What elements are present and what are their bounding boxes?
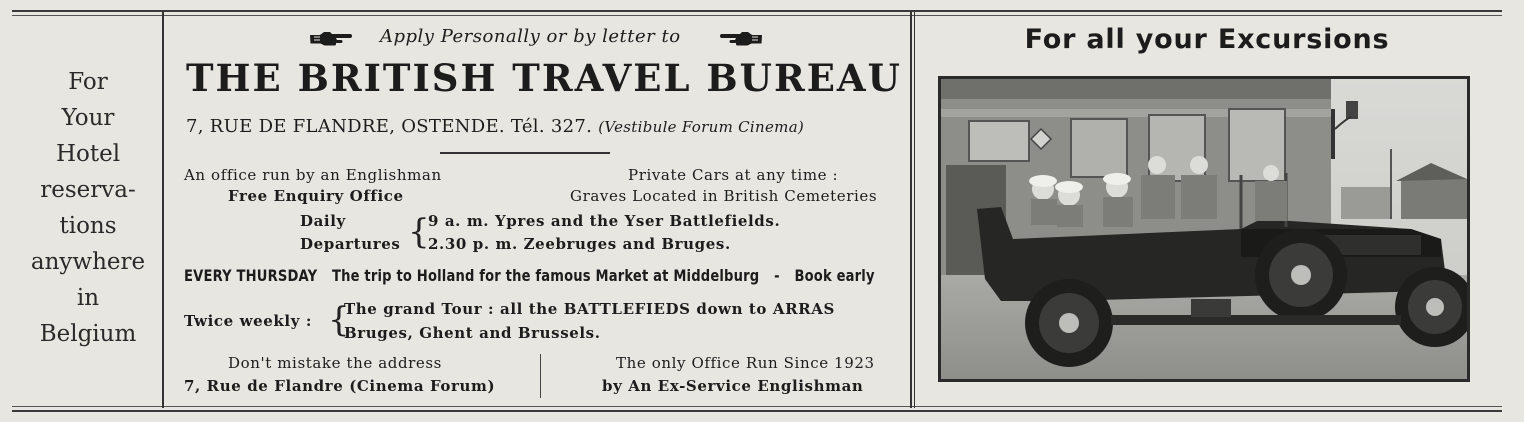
departure-destination: Ypres and the Yser Battlefields. <box>494 212 781 230</box>
twice-line-1: The grand Tour : all the BATTLEFIEDS down to ARRAS <box>344 300 835 318</box>
private-cars-line: Private Cars at any time : <box>628 166 839 184</box>
divider-right-thin <box>914 12 915 408</box>
departure-time: 9 a. m. <box>428 212 490 230</box>
hotel-line: Your <box>61 105 115 131</box>
bottom-right-line-1: The only Office Run Since 1923 <box>616 354 875 372</box>
thursday-dash: - <box>774 266 780 285</box>
excursions-panel <box>916 16 1498 402</box>
excursions-title: For all your Excursions <box>1024 24 1390 55</box>
hotel-panel <box>14 16 162 402</box>
address-line <box>186 116 804 137</box>
daily-brace: { <box>408 212 430 252</box>
departure-time: 2.30 p. m. <box>428 235 518 253</box>
pointing-hand-right-icon <box>308 30 354 48</box>
daily-label: Daily <box>300 212 346 230</box>
hotel-reservations-text <box>14 64 162 352</box>
bottom-left-line-2: 7, Rue de Flandre (Cinema Forum) <box>184 377 496 395</box>
daily-departure-2 <box>428 235 731 253</box>
twice-weekly-label: Twice weekly : <box>184 312 312 330</box>
pointing-hand-left-icon <box>718 30 764 48</box>
thursday-text: The trip to Holland for the famous Market at Middelburg <box>332 266 760 285</box>
hotel-line: in <box>76 285 100 311</box>
section-rule <box>440 152 610 154</box>
address-note: (Vestibule Forum Cinema) <box>598 118 805 136</box>
hotel-line: Hotel <box>55 141 121 167</box>
touring-car-image <box>941 79 1467 379</box>
office-line-2: Free Enquiry Office <box>228 187 404 205</box>
apply-row <box>168 24 908 52</box>
divider-right <box>910 12 912 408</box>
hotel-line: anywhere <box>30 249 146 275</box>
office-line-1: An office run by an Englishman <box>184 166 442 184</box>
apply-text: Apply Personally or by letter to <box>380 26 681 47</box>
thursday-label: EVERY THURSDAY <box>184 266 318 285</box>
touring-car-photo <box>938 76 1470 382</box>
daily-departure-1 <box>428 212 780 230</box>
bureau-title: THE BRITISH TRAVEL BUREAU <box>186 56 902 100</box>
bottom-left-line-1: Don't mistake the address <box>228 354 442 372</box>
bottom-right-line-2: by An Ex-Service Englishman <box>602 377 864 395</box>
departures-label: Departures <box>300 235 401 253</box>
divider-left <box>162 12 164 408</box>
hotel-line: Belgium <box>39 321 137 347</box>
twice-brace: { <box>328 300 350 340</box>
hotel-line: For <box>68 69 108 95</box>
hotel-line: tions <box>59 213 117 239</box>
bureau-panel <box>168 16 908 402</box>
departure-destination: Zeebruges and Bruges. <box>523 235 731 253</box>
thursday-line <box>184 266 875 285</box>
thursday-book: Book early <box>794 266 875 285</box>
graves-line: Graves Located in British Cemeteries <box>570 187 878 205</box>
hotel-line: reserva- <box>40 177 136 203</box>
address-text: 7, RUE DE FLANDRE, OSTENDE. Tél. 327. <box>186 116 593 137</box>
bottom-divider <box>540 354 541 398</box>
twice-line-2: Bruges, Ghent and Brussels. <box>344 324 601 342</box>
